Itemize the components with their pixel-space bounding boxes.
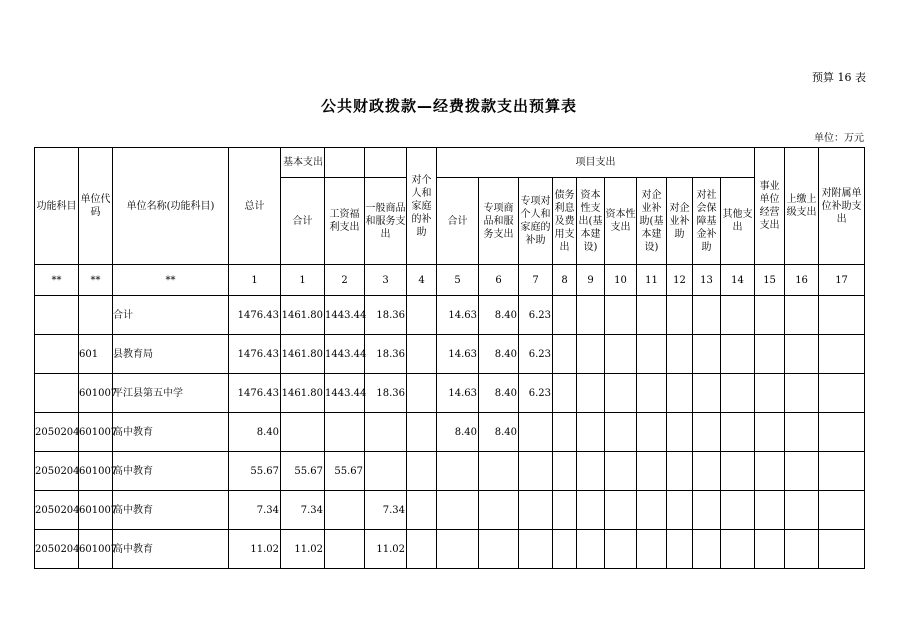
cell-b3: 7.34: [365, 491, 407, 530]
col-num: 6: [479, 265, 519, 296]
header-proj-personal: 专项对个人和家庭的补助: [519, 178, 553, 265]
header-basic-goods: 一般商品和服务支出: [365, 178, 407, 265]
cell-b1: 1461.80: [281, 374, 325, 413]
header-unit-code: 单位代码: [79, 148, 113, 265]
table-row: [35, 413, 865, 452]
col-num: 4: [407, 265, 437, 296]
cell-empty: [819, 530, 865, 569]
table-row: [35, 491, 865, 530]
cell-p3: [519, 491, 553, 530]
col-num: 2: [325, 265, 365, 296]
col-num: 11: [637, 265, 667, 296]
cell-empty: [667, 296, 693, 335]
cell-empty: [755, 296, 785, 335]
header-subsidiary: 对附属单位补助支出: [819, 148, 865, 265]
cell-func: 2050204: [35, 491, 79, 530]
cell-p2: 8.40: [479, 335, 519, 374]
cell-b4: [407, 530, 437, 569]
cell-p2: [479, 452, 519, 491]
cell-p2: 8.40: [479, 374, 519, 413]
cell-func: [35, 374, 79, 413]
cell-empty: [637, 374, 667, 413]
cell-code: 601007: [79, 374, 113, 413]
cell-b2: [325, 491, 365, 530]
cell-empty: [637, 296, 667, 335]
cell-empty: [721, 452, 755, 491]
cell-name: 高中教育: [113, 452, 229, 491]
cell-total: 1476.43: [229, 335, 281, 374]
cell-p3: [519, 452, 553, 491]
cell-name: 平江县第五中学: [113, 374, 229, 413]
cell-empty: [605, 452, 637, 491]
cell-p2: [479, 530, 519, 569]
cell-b2: 55.67: [325, 452, 365, 491]
col-num: 1: [229, 265, 281, 296]
cell-empty: [819, 335, 865, 374]
header-upper: 上缴上级支出: [785, 148, 819, 265]
cell-b2: [325, 530, 365, 569]
cell-empty: [819, 413, 865, 452]
cell-p1: [437, 530, 479, 569]
cell-empty: [553, 491, 577, 530]
cell-p1: [437, 452, 479, 491]
cell-empty: [577, 530, 605, 569]
cell-b4: [407, 452, 437, 491]
col-num: 15: [755, 265, 785, 296]
cell-p3: 6.23: [519, 335, 553, 374]
cell-empty: [693, 296, 721, 335]
cell-empty: [637, 491, 667, 530]
cell-empty: [605, 374, 637, 413]
cell-p2: 8.40: [479, 296, 519, 335]
cell-empty: [605, 530, 637, 569]
cell-empty: [755, 413, 785, 452]
cell-empty: [755, 530, 785, 569]
cell-empty: [693, 452, 721, 491]
cell-empty: [785, 530, 819, 569]
cell-b2: [325, 413, 365, 452]
header-basic-spacer-1: [325, 148, 365, 178]
header-proj-enterprise: 对企业补助: [667, 178, 693, 265]
table-row: [35, 335, 865, 374]
cell-empty: [721, 335, 755, 374]
cell-b1: 7.34: [281, 491, 325, 530]
cell-empty: [577, 413, 605, 452]
cell-name: 合计: [113, 296, 229, 335]
cell-code: 601007: [79, 530, 113, 569]
col-num: 10: [605, 265, 637, 296]
col-num: 7: [519, 265, 553, 296]
cell-code: [79, 296, 113, 335]
header-proj-social: 对社会保障基金补助: [693, 178, 721, 265]
cell-empty: [755, 374, 785, 413]
cell-empty: [577, 452, 605, 491]
header-basic-salary: 工资福利支出: [325, 178, 365, 265]
table-row: [35, 530, 865, 569]
cell-empty: [693, 491, 721, 530]
cell-empty: [577, 335, 605, 374]
header-basic-personal: 对个人和家庭的补助: [407, 148, 437, 265]
cell-empty: [755, 491, 785, 530]
col-num: 3: [365, 265, 407, 296]
cell-b3: 18.36: [365, 374, 407, 413]
cell-b4: [407, 296, 437, 335]
header-basic-spacer-2: [365, 148, 407, 178]
cell-code: 601007: [79, 452, 113, 491]
header-proj-subtotal: 合计: [437, 178, 479, 265]
table-row: [35, 452, 865, 491]
budget-table: [34, 147, 865, 569]
cell-empty: [721, 413, 755, 452]
cell-name: 高中教育: [113, 413, 229, 452]
cell-empty: [819, 296, 865, 335]
cell-empty: [605, 296, 637, 335]
cell-func: 2050204: [35, 413, 79, 452]
col-num: 12: [667, 265, 693, 296]
cell-empty: [721, 296, 755, 335]
header-basic-subtotal: 合计: [281, 178, 325, 265]
cell-total: 8.40: [229, 413, 281, 452]
cell-b4: [407, 491, 437, 530]
cell-b2: 1443.44: [325, 374, 365, 413]
cell-empty: [637, 530, 667, 569]
cell-empty: [693, 413, 721, 452]
cell-p1: 14.63: [437, 374, 479, 413]
cell-func: 2050204: [35, 452, 79, 491]
header-project-group: 项目支出: [437, 148, 755, 178]
cell-empty: [605, 335, 637, 374]
cell-empty: [637, 413, 667, 452]
cell-total: 11.02: [229, 530, 281, 569]
cell-empty: [721, 530, 755, 569]
cell-empty: [577, 296, 605, 335]
cell-empty: [693, 530, 721, 569]
cell-p3: 6.23: [519, 296, 553, 335]
cell-b1: 1461.80: [281, 296, 325, 335]
cell-b1: 11.02: [281, 530, 325, 569]
cell-p3: [519, 413, 553, 452]
cell-empty: [577, 491, 605, 530]
cell-empty: [693, 374, 721, 413]
cell-p2: [479, 491, 519, 530]
cell-empty: [667, 491, 693, 530]
cell-code: 601007: [79, 491, 113, 530]
cell-empty: [667, 413, 693, 452]
cell-name: 高中教育: [113, 491, 229, 530]
cell-empty: [693, 335, 721, 374]
cell-p1: 8.40: [437, 413, 479, 452]
cell-empty: [785, 413, 819, 452]
cell-empty: [553, 530, 577, 569]
header-proj-debt: 债务利息及费用支出: [553, 178, 577, 265]
cell-p3: 6.23: [519, 374, 553, 413]
column-number-row: [35, 265, 865, 296]
col-num: 14: [721, 265, 755, 296]
cell-b3: [365, 413, 407, 452]
cell-p1: [437, 491, 479, 530]
header-unit-name: 单位名称(功能科目): [113, 148, 229, 265]
cell-empty: [553, 374, 577, 413]
header-func-code: 功能科目: [35, 148, 79, 265]
cell-empty: [553, 335, 577, 374]
cell-empty: [553, 452, 577, 491]
col-num: 17: [819, 265, 865, 296]
cell-empty: [721, 491, 755, 530]
col-num: 5: [437, 265, 479, 296]
header-proj-capital: 资本性支出: [605, 178, 637, 265]
cell-total: 1476.43: [229, 374, 281, 413]
cell-total: 55.67: [229, 452, 281, 491]
header-total: 总计: [229, 148, 281, 265]
cell-b2: 1443.44: [325, 296, 365, 335]
cell-b2: 1443.44: [325, 335, 365, 374]
cell-empty: [755, 452, 785, 491]
col-num: 8: [553, 265, 577, 296]
cell-empty: [785, 335, 819, 374]
header-basic-group: 基本支出: [281, 148, 325, 178]
cell-b4: [407, 335, 437, 374]
cell-empty: [755, 335, 785, 374]
cell-b3: 18.36: [365, 335, 407, 374]
page-title: 公共财政拨款—经费拨款支出预算表: [320, 97, 577, 115]
col-num: **: [79, 265, 113, 296]
header-proj-enterprise-build: 对企业补助(基本建设): [637, 178, 667, 265]
cell-empty: [785, 491, 819, 530]
header-proj-capital-build: 资本性支出(基本建设): [577, 178, 605, 265]
cell-empty: [667, 374, 693, 413]
cell-code: 601: [79, 335, 113, 374]
cell-empty: [819, 452, 865, 491]
col-num: 16: [785, 265, 819, 296]
table-row: [35, 296, 865, 335]
cell-b3: 11.02: [365, 530, 407, 569]
unit-label: 单位：万元: [814, 133, 864, 144]
cell-empty: [667, 335, 693, 374]
cell-empty: [605, 491, 637, 530]
col-num: 13: [693, 265, 721, 296]
cell-p1: 14.63: [437, 335, 479, 374]
cell-func: [35, 296, 79, 335]
cell-total: 1476.43: [229, 296, 281, 335]
cell-empty: [637, 452, 667, 491]
cell-p3: [519, 530, 553, 569]
cell-b1: 1461.80: [281, 335, 325, 374]
cell-b3: 18.36: [365, 296, 407, 335]
cell-empty: [667, 530, 693, 569]
header-business: 事业单位经营支出: [755, 148, 785, 265]
cell-empty: [637, 335, 667, 374]
cell-empty: [785, 374, 819, 413]
cell-empty: [785, 296, 819, 335]
cell-empty: [553, 296, 577, 335]
cell-b1: 55.67: [281, 452, 325, 491]
col-num: **: [113, 265, 229, 296]
cell-empty: [577, 374, 605, 413]
header-proj-goods: 专项商品和服务支出: [479, 178, 519, 265]
cell-empty: [785, 452, 819, 491]
cell-func: [35, 335, 79, 374]
cell-total: 7.34: [229, 491, 281, 530]
table-row: [35, 374, 865, 413]
cell-b4: [407, 374, 437, 413]
cell-b4: [407, 413, 437, 452]
cell-b3: [365, 452, 407, 491]
form-number: 预算 16 表: [812, 71, 866, 84]
cell-empty: [667, 452, 693, 491]
cell-empty: [605, 413, 637, 452]
cell-p1: 14.63: [437, 296, 479, 335]
cell-p2: 8.40: [479, 413, 519, 452]
cell-code: 601007: [79, 413, 113, 452]
cell-name: 县教育局: [113, 335, 229, 374]
col-num: 9: [577, 265, 605, 296]
header-proj-other: 其他支出: [721, 178, 755, 265]
col-num: **: [35, 265, 79, 296]
cell-name: 高中教育: [113, 530, 229, 569]
col-num: 1: [281, 265, 325, 296]
cell-empty: [819, 374, 865, 413]
cell-func: 2050204: [35, 530, 79, 569]
cell-empty: [553, 413, 577, 452]
cell-b1: [281, 413, 325, 452]
cell-empty: [819, 491, 865, 530]
cell-empty: [721, 374, 755, 413]
